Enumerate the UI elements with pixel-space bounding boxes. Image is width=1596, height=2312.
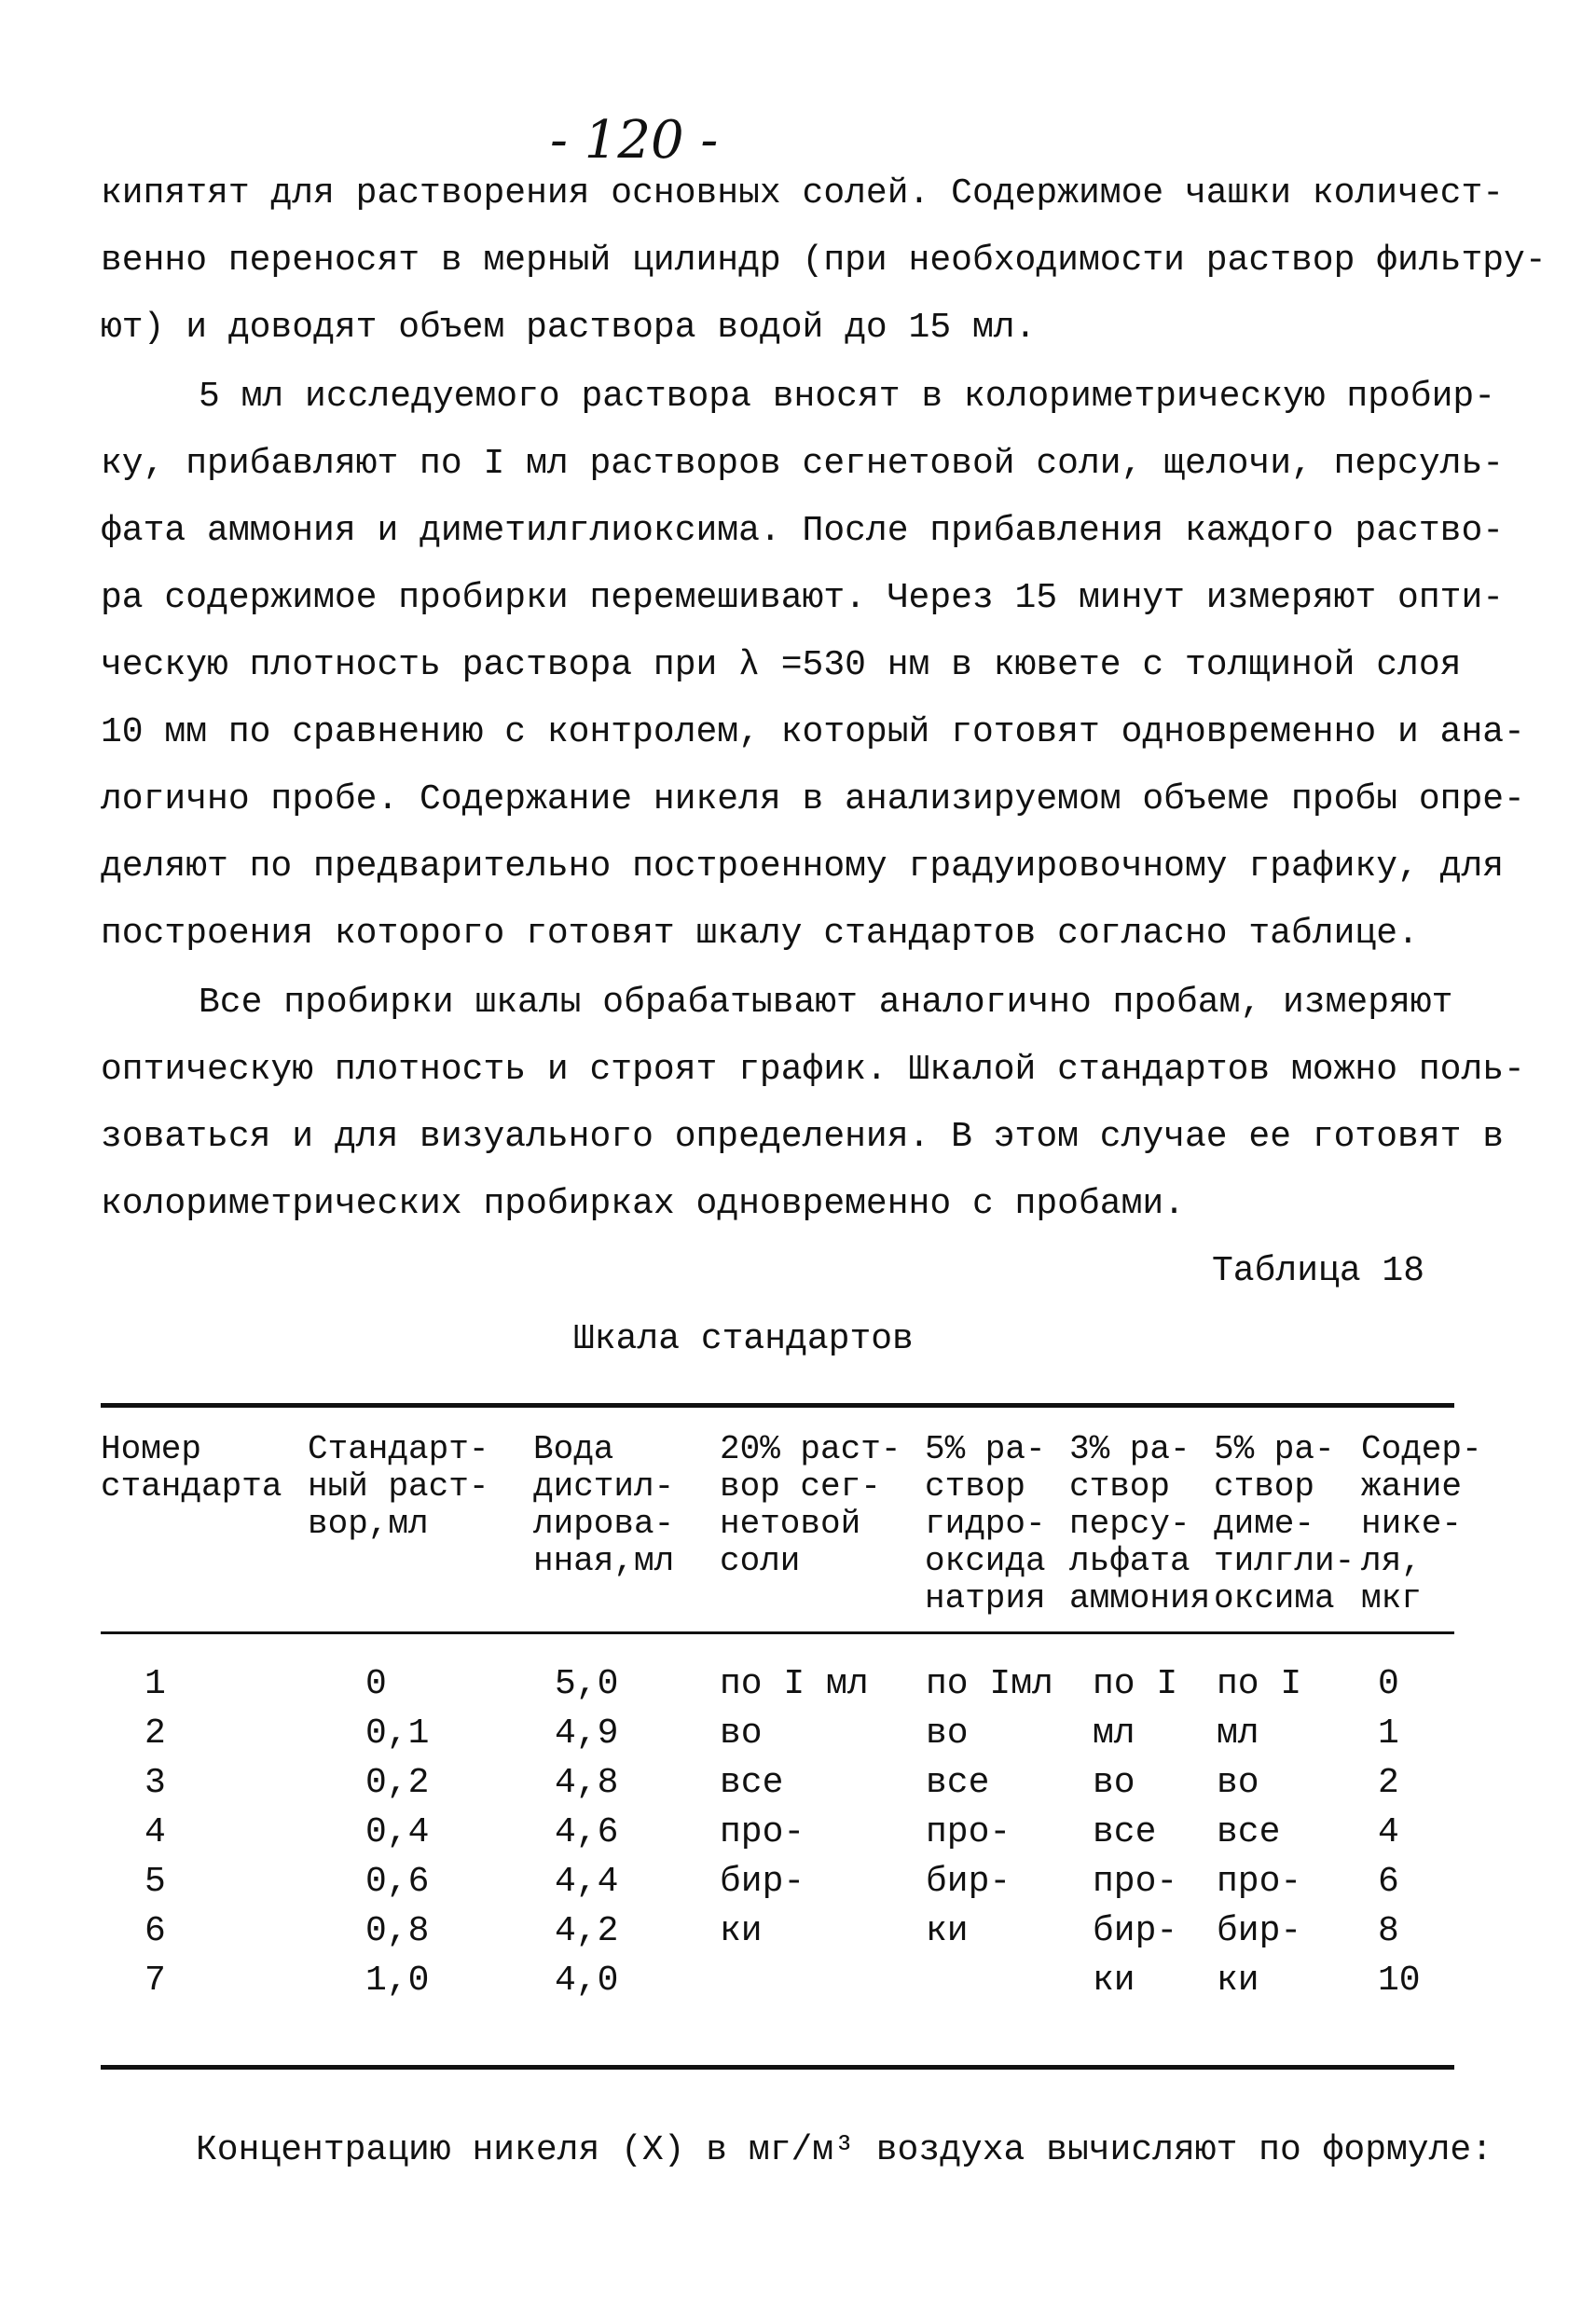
cell-dimethylglyoxime: мл <box>1217 1713 1259 1754</box>
cell-distilled-water-ml: 4,8 <box>555 1763 619 1803</box>
column-header-number: Номер стандарта <box>101 1430 282 1506</box>
cell-nickel-content: 1 <box>1378 1713 1399 1754</box>
paragraph-3 <box>101 970 1525 1238</box>
cell-ammonium-persulfate: бир- <box>1093 1911 1178 1951</box>
text-line: 5 мл исследуемого раствора вносят в колориметрическую пробир- <box>199 377 1496 417</box>
cell-standard-solution-ml: 0,6 <box>365 1862 430 1902</box>
cell-sodium-hydroxide: по Iмл <box>926 1664 1053 1704</box>
cell-standard-solution-ml: 0,4 <box>365 1812 430 1852</box>
cell-standard-number: 3 <box>144 1763 166 1803</box>
text-line: зоваться и для визуального определения. В этом случае ее готовят в <box>101 1117 1505 1157</box>
column-header-nickel-content: Содер- жание нике- ля, мкг <box>1361 1430 1482 1617</box>
text-line: ческую плотность раствора при λ =530 нм в кювете с толщиной слоя <box>101 645 1462 685</box>
cell-distilled-water-ml: 4,9 <box>555 1713 619 1754</box>
paragraph-1 <box>101 160 1547 362</box>
cell-ammonium-persulfate: все <box>1093 1812 1157 1852</box>
paragraph-2 <box>101 364 1525 968</box>
cell-standard-number: 7 <box>144 1961 166 2001</box>
cell-nickel-content: 0 <box>1378 1664 1399 1704</box>
cell-distilled-water-ml: 4,2 <box>555 1911 619 1951</box>
cell-seignette-salt: по I мл <box>720 1664 869 1704</box>
cell-standard-solution-ml: 0 <box>365 1664 387 1704</box>
cell-ammonium-persulfate: по I <box>1093 1664 1178 1704</box>
text-line: ют) и доводят объем раствора водой до 15 мл. <box>101 308 1037 348</box>
cell-standard-solution-ml: 1,0 <box>365 1961 430 2001</box>
cell-dimethylglyoxime: бир- <box>1217 1911 1302 1951</box>
cell-distilled-water-ml: 4,6 <box>555 1812 619 1852</box>
cell-dimethylglyoxime: во <box>1217 1763 1259 1803</box>
cell-sodium-hydroxide: все <box>926 1763 990 1803</box>
cell-seignette-salt: во <box>720 1713 763 1754</box>
cell-dimethylglyoxime: по I <box>1217 1664 1302 1704</box>
cell-dimethylglyoxime: ки <box>1217 1961 1259 2001</box>
text-line: 10 мм по сравнению с контролем, который готовят одновременно и ана- <box>101 712 1525 752</box>
text-line: ку, прибавляют по I мл растворов сегнетовой соли, щелочи, персуль- <box>101 444 1505 484</box>
table-title: Шкала стандартов <box>573 1319 914 1359</box>
text-line: логично пробе. Содержание никеля в анализируемом объеме пробы опре- <box>101 779 1525 819</box>
column-header-seignette-salt: 20% раст- вор сег- нетовой соли <box>720 1430 901 1580</box>
cell-sodium-hydroxide: во <box>926 1713 969 1754</box>
text-line: кипятят для растворения основных солей. Содержимое чашки количест- <box>101 173 1505 213</box>
cell-nickel-content: 2 <box>1378 1763 1399 1803</box>
text-line: Все пробирки шкалы обрабатывают аналогично пробам, измеряют <box>199 983 1453 1023</box>
cell-ammonium-persulfate: мл <box>1093 1713 1135 1754</box>
text-line: построения которого готовят шкалу стандартов согласно таблице. <box>101 914 1419 954</box>
text-line: фата аммония и диметилглиоксима. После прибавления каждого раство- <box>101 511 1505 551</box>
column-header-standard-solution: Стандарт- ный раст- вор,мл <box>308 1430 489 1543</box>
cell-standard-number: 4 <box>144 1812 166 1852</box>
cell-standard-solution-ml: 0,8 <box>365 1911 430 1951</box>
text-line: колориметрических пробирках одновременно с пробами. <box>101 1184 1185 1224</box>
text-line: венно переносят в мерный цилиндр (при необходимости раствор фильтру- <box>101 241 1547 281</box>
cell-standard-solution-ml: 0,1 <box>365 1713 430 1754</box>
column-header-distilled-water: Вода дистил- лирова- нная,мл <box>533 1430 675 1580</box>
table-label: Таблица 18 <box>1212 1251 1425 1291</box>
table-header-rule <box>101 1631 1454 1634</box>
cell-distilled-water-ml: 4,0 <box>555 1961 619 2001</box>
cell-standard-number: 6 <box>144 1911 166 1951</box>
cell-nickel-content: 6 <box>1378 1862 1399 1902</box>
column-header-sodium-hydroxide: 5% ра- створ гидро- оксида натрия <box>925 1430 1046 1617</box>
cell-nickel-content: 8 <box>1378 1911 1399 1951</box>
cell-ammonium-persulfate: во <box>1093 1763 1135 1803</box>
cell-standard-solution-ml: 0,2 <box>365 1763 430 1803</box>
table-bottom-rule <box>101 2065 1454 2070</box>
text-line: деляют по предварительно построенному градуировочному графику, для <box>101 846 1505 887</box>
cell-sodium-hydroxide: ки <box>926 1911 969 1951</box>
cell-seignette-salt: про- <box>720 1812 805 1852</box>
table-top-rule <box>101 1403 1454 1408</box>
cell-dimethylglyoxime: все <box>1217 1812 1281 1852</box>
text-line: оптическую плотность и строят график. Шкалой стандартов можно поль- <box>101 1050 1525 1090</box>
cell-dimethylglyoxime: про- <box>1217 1862 1302 1902</box>
cell-distilled-water-ml: 5,0 <box>555 1664 619 1704</box>
cell-nickel-content: 4 <box>1378 1812 1399 1852</box>
cell-standard-number: 1 <box>144 1664 166 1704</box>
cell-seignette-salt: бир- <box>720 1862 805 1902</box>
cell-nickel-content: 10 <box>1378 1961 1421 2001</box>
column-header-dimethylglyoxime: 5% ра- створ диме- тилгли- оксима <box>1214 1430 1355 1617</box>
cell-distilled-water-ml: 4,4 <box>555 1862 619 1902</box>
cell-ammonium-persulfate: ки <box>1093 1961 1135 2001</box>
cell-ammonium-persulfate: про- <box>1093 1862 1178 1902</box>
cell-seignette-salt: все <box>720 1763 784 1803</box>
cell-sodium-hydroxide: бир- <box>926 1862 1011 1902</box>
formula-intro: Концентрацию никеля (X) в мг/м³ воздуха вычисляют по формуле: <box>196 2130 1493 2170</box>
page-number: - 120 - <box>550 110 719 171</box>
cell-standard-number: 2 <box>144 1713 166 1754</box>
column-header-ammonium-persulfate: 3% ра- створ персу- льфата аммония <box>1069 1430 1211 1617</box>
cell-standard-number: 5 <box>144 1862 166 1902</box>
text-line: ра содержимое пробирки перемешивают. Через 15 минут измеряют опти- <box>101 578 1505 618</box>
cell-sodium-hydroxide: про- <box>926 1812 1011 1852</box>
cell-seignette-salt: ки <box>720 1911 763 1951</box>
